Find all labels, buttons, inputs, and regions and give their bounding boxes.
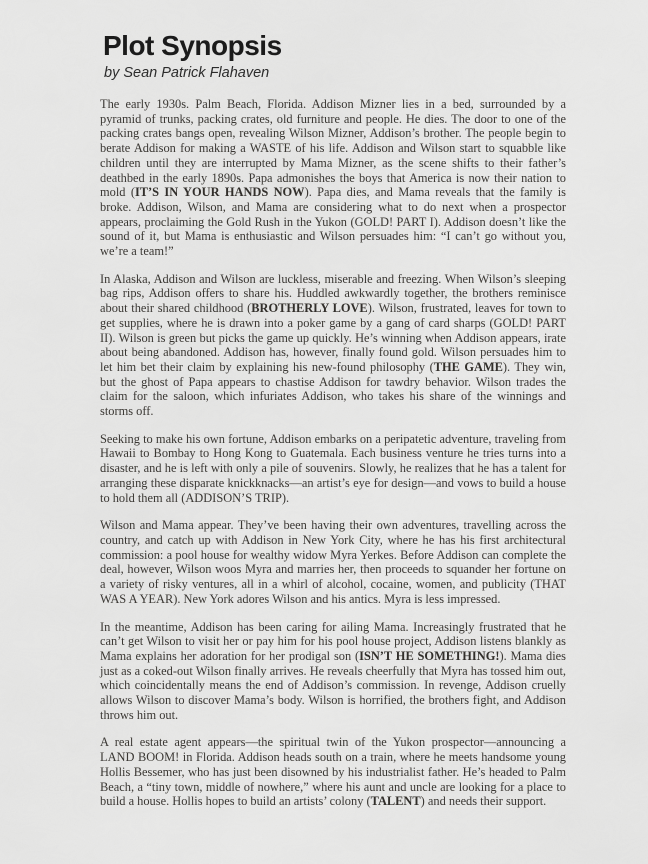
body-text: ). They win, but the ghost of Papa appears to chastise Addison for tawdry behavior. Wilson trades the claim for the saloon, which infuriates Addison, who takes his share of the winnings and storms off.: [100, 359, 566, 419]
synopsis-paragraph: [100, 620, 566, 723]
byline: by Sean Patrick Flahaven: [104, 65, 270, 81]
synopsis-paragraph: [100, 735, 566, 809]
song-title-text: THE GAME: [433, 359, 503, 374]
synopsis-paragraph: [100, 272, 566, 419]
body-text: Wilson and Mama appear. They’ve been having their own adventures, travelling across the country, and catch up with Addison in New York City, where he has his first architectural commission: a pool house for wealthy widow Myra Yerkes. Before Addison can complete the deal, however, Wilson woos Myra and marries her, then proceeds to squander her fortune on a variety of risky ventures, all in a whirl of alcohol, cocaine, women, and publicity (THAT WAS A YEAR). New York adores Wilson and his antics. Myra is less impressed.: [100, 518, 566, 606]
song-title-text: BROTHERLY LOVE: [251, 301, 368, 316]
synopsis-paragraph: [100, 432, 566, 506]
synopsis-body: [100, 97, 566, 822]
body-text: In Alaska, Addison and Wilson are luckless, miserable and freezing. When Wilson’s sleeping bag rips, Addison offers to share his. Huddled awkwardly together, the brothers reminisce about their shared childhood (: [100, 271, 566, 316]
body-text: A real estate agent appears—the spiritual twin of the Yukon prospector—announcing a LAND BOOM! in Florida. Addison heads south on a train, where he meets handsome young Hollis Bessemer, who has just been disowned by his industrialist father. He’s headed to Palm Beach, a “tiny town, middle of nowhere,” where his aunt and uncle are looking for a place to build a house. Hollis hopes to build an artists’ colony (: [100, 735, 566, 809]
synopsis-paragraph: [100, 518, 566, 606]
body-text: The early 1930s. Palm Beach, Florida. Addison Mizner lies in a bed, surrounded by a pyramid of trunks, packing crates, old furniture and people. He dies. The door to one of the packing crates bangs open, revealing Wilson Mizner, Addison’s brother. The people begin to berate Addison for making a WASTE of his life. Addison and Wilson start to squabble like children until they are interrupted by Mama Mizner, as the scene shifts to their father’s deathbed in the early 1890s. Papa admonishes the boys that America is now their nation to mold (: [100, 97, 566, 200]
body-text: Seeking to make his own fortune, Addison embarks on a peripatetic adventure, traveling from Hawaii to Bombay to Hong Kong to Guatemala. Each business venture he tries turns into a disaster, and he is left with only a pile of souvenirs. Slowly, he realizes that he has a talent for arranging these disparate knickknacks—an artist’s eye for design—and vows to build a house to hold them all (ADDISON’S TRIP).: [100, 431, 566, 505]
body-text: ). Wilson, frustrated, leaves for town to get supplies, where he is drawn into a poker game by a gang of card sharps (GOLD! PART II). Wilson is green but picks the game up quickly. He’s winning when Addison appears, irate about being abandoned. Addison has, however, finally found gold. Wilson persuades him to let him bet their claim by explaining his new-found philosophy (: [100, 301, 566, 374]
body-text: ) and needs their support.: [420, 794, 547, 809]
song-title-text: IT’S IN YOUR HANDS NOW: [134, 185, 305, 200]
body-text: In the meantime, Addison has been caring for ailing Mama. Increasingly frustrated that he can’t get Wilson to visit her or pay him for his pool house project, Addison listens blankly as Mama explains her adoration for her prodigal son (: [100, 619, 566, 663]
song-title-text: TALENT: [370, 794, 421, 809]
song-title-text: ISN’T HE SOMETHING!: [359, 648, 500, 663]
body-text: ). Mama dies just as a coked-out Wilson finally arrives. He reveals cheerfully that Myra has tossed him out, which coincidentally means the end of Addison’s commission. In revenge, Addison cruelly allows Wilson to discover Mama’s body. Wilson is horrified, the brothers fight, and Addison throws him out.: [100, 648, 566, 722]
synopsis-paragraph: [100, 97, 566, 259]
page-title: Plot Synopsis: [103, 30, 282, 61]
body-text: ). Papa dies, and Mama reveals that the family is broke. Addison, Wilson, and Mama are considering what to do next when a prospector appears, proclaiming the Gold Rush in the Yukon (GOLD! PART I). Addison doesn’t like the sound of it, but Mama is enthusiastic and Wilson persuades him: “I can’t go without you, we’re a team!”: [100, 185, 566, 259]
